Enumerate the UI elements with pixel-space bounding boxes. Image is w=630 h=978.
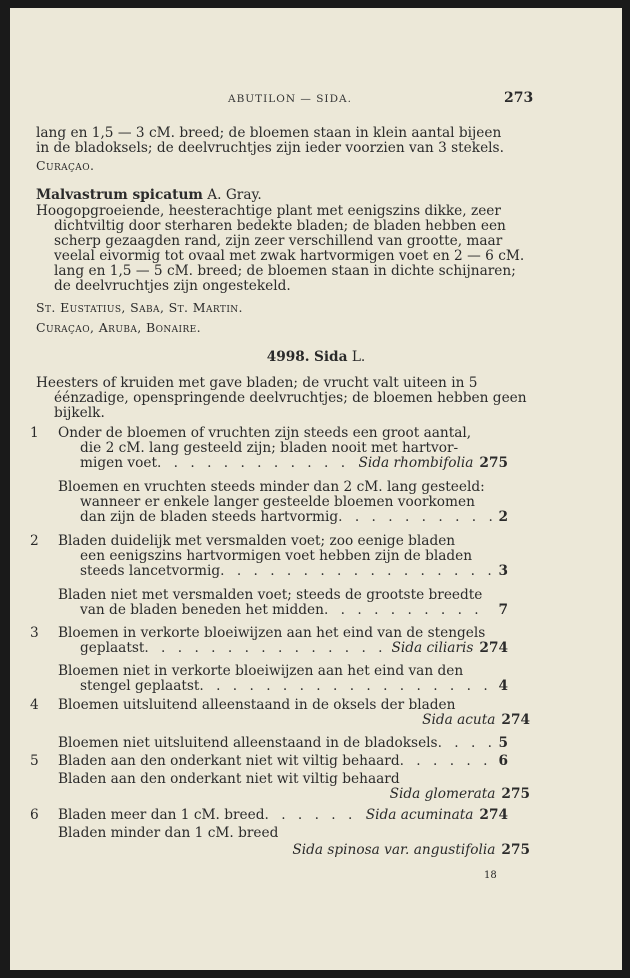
key-couplet-1a [30,426,530,486]
leader-dots [199,679,492,694]
key-ref: 6 [498,753,508,769]
key-couplet-3a [30,626,530,666]
species-desc-5: lang en 1,5 — 5 cM. breed; de bloemen staan in dichte schijnaren; [54,263,516,279]
key-lead-line [80,456,508,471]
intro-line-1: lang en 1,5 — 3 cM. breed; de bloemen staan in klein aantal bijeen [36,125,502,141]
key-lead-line [80,564,508,579]
leader-dots [438,736,493,751]
species-heading [36,188,536,203]
book-page [10,8,622,970]
key-lead-line [58,736,508,751]
genus-heading [10,350,622,365]
key-taxon: Sida spinosa var. angustifolia [292,842,496,858]
species-locality-2: Curaçao, Aruba, Bonaire. [36,320,201,335]
species-desc-2: dichtviltig door sterharen bedekte bladen; de bladen hebben een [54,218,506,234]
genus-desc-2: éénzadige, openspringende deelvruchtjes; de bloemen hebben geen [54,390,527,406]
key-lead-line [58,808,508,823]
key-line: Bloemen niet in verkorte bloeiwijzen aan het eind van den [58,663,464,679]
species-name: Malvastrum spicatum [36,187,203,203]
key-line: Bloemen uitsluitend alleenstaand in de oksels der bladen [58,697,456,713]
species-desc-3: scherp gezaagden rand, zijn zeer verschillend van grootte, maar [54,233,503,249]
key-ref: 275 [479,455,508,471]
key-ref: 274 [501,712,530,728]
leader-dots [400,754,493,769]
leader-dots [144,641,391,656]
key-line: Bladen aan den onderkant niet wit viltig behaard [58,771,400,787]
key-number: 3 [30,625,39,641]
key-number: 5 [30,753,39,769]
genus-number: 4998. [266,349,310,365]
leader-dots [338,510,492,525]
key-number: 2 [30,533,39,549]
key-ref: 2 [498,509,508,525]
key-taxon: Sida rhombifolia [358,455,474,471]
key-line: steeds lancetvormig [80,563,221,579]
key-line: stengel geplaatst [80,678,200,694]
key-result [390,787,530,802]
intro-locality: Curaçao. [36,158,95,173]
leader-dots [220,564,492,579]
key-ref: 275 [501,786,530,802]
species-desc-6: de deelvruchtjes zijn ongestekeld. [54,278,291,294]
key-ref: 3 [498,563,508,579]
signature-mark: 18 [484,870,497,881]
key-couplet-2b [30,588,530,628]
key-result [292,843,530,858]
key-ref: 274 [479,640,508,656]
key-line: dan zijn de bladen steeds hartvormig [80,509,339,525]
key-line: wanneer er enkele langer gesteelde bloemen voorkomen [80,494,475,510]
key-couplet-4a [30,698,530,738]
key-couplet-6b [30,826,530,866]
running-title: ABUTILON — SIDA. [228,93,352,105]
species-locality-1: St. Eustatius, Saba, St. Martin. [36,300,243,315]
key-couplet-1b [30,480,530,540]
leader-dots [265,808,366,823]
key-couplet-5b [30,772,530,812]
genus-desc-3: bijkelk. [54,405,105,421]
key-number: 4 [30,697,39,713]
key-lead-line [80,679,508,694]
key-ref: 275 [501,842,530,858]
key-line: migen voet [80,455,157,471]
key-line: Bladen duidelijk met versmalden voet; zoo eenige bladen [58,533,456,549]
page-number: 273 [504,90,534,106]
key-couplet-2a [30,534,530,594]
key-line: geplaatst [80,640,145,656]
key-taxon: Sida ciliaris [391,640,474,656]
genus-name: Sida [313,349,348,365]
key-lead-line [58,754,508,769]
species-desc-1: Hoogopgroeiende, heesterachtige plant met eenigszins dikke, zeer [36,203,501,219]
key-line: Bloemen en vruchten steeds minder dan 2 cM. lang gesteeld: [58,479,485,495]
key-line: Bloemen niet uitsluitend alleenstaand in de bladoksels [58,735,438,751]
intro-line-2: in de bladoksels; de deelvruchtjes zijn ieder voorzien van 3 stekels. [36,140,504,156]
key-lead-line [80,510,508,525]
key-lead-line [80,641,508,656]
key-result [422,713,530,728]
key-line: een eenigszins hartvormigen voet hebben zijn de bladen [80,548,473,564]
key-lead-line [80,603,508,618]
running-header [10,90,622,110]
key-ref: 274 [479,807,508,823]
key-line: Bladen minder dan 1 cM. breed [58,825,279,841]
key-ref: 4 [498,678,508,694]
species-desc-4: veelal eivormig tot ovaal met zwak hartvormigen voet en 2 — 6 cM. [54,248,525,264]
genus-author: L. [351,349,366,365]
leader-dots [324,603,492,618]
key-line: die 2 cM. lang gesteeld zijn; bladen nooit met hartvor- [80,440,459,456]
genus-desc-1: Heesters of kruiden met gave bladen; de vrucht valt uiteen in 5 [36,375,478,391]
key-taxon: Sida glomerata [389,786,496,802]
key-line: Onder de bloemen of vruchten zijn steeds een groot aantal, [58,425,472,441]
key-line: Bladen niet met versmalden voet; steeds de grootste breedte [58,587,483,603]
key-ref: 5 [498,735,508,751]
key-taxon: Sida acuminata [365,807,474,823]
key-line: Bladen meer dan 1 cM. breed [58,807,265,823]
key-line: van de bladen beneden het midden [80,602,324,618]
key-ref: 7 [498,602,508,618]
key-number: 6 [30,807,39,823]
key-line: Bloemen in verkorte bloeiwijzen aan het eind van de stengels [58,625,486,641]
leader-dots [157,456,358,471]
key-taxon: Sida acuta [422,712,496,728]
species-author: A. Gray. [207,187,262,203]
key-line: Bladen aan den onderkant niet wit viltig behaard [58,753,400,769]
key-number: 1 [30,425,39,441]
